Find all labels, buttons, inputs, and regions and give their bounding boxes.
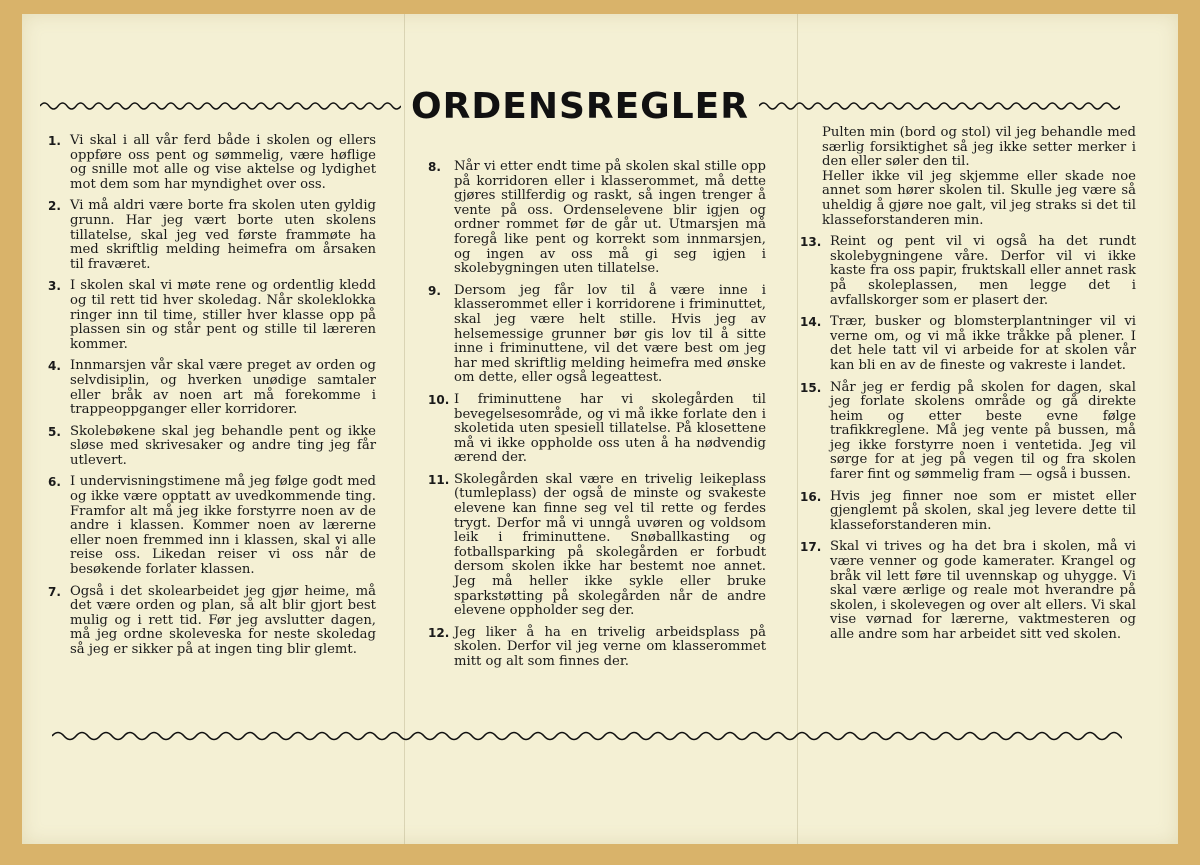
rule-text: Dersom jeg får lov til å være inne i klasserommet eller i korridorene i friminuttet, skal jeg være helt stille. Hvis jeg av helsemessige grunner bør gis lov til å sitte inne i friminuttene, vil det være best om jeg har med skriftlig melding heimefra med ønske om dette, eller også legeattest.	[454, 282, 766, 386]
rule-text: Også i det skolearbeidet jeg gjør heime, må det være orden og plan, så alt blir gjort best mulig og i rett tid. Før jeg avslutter dagen, må jeg ordne skoleveska for neste skoledag så jeg er sikker på at ingen ting blir glemt.	[70, 583, 376, 657]
rule-item	[48, 279, 376, 352]
rule-item	[48, 199, 376, 272]
wave-ornament-bottom	[52, 728, 1122, 744]
rule-text: Skal vi trives og ha det bra i skolen, må vi være venner og gode kamerater. Krangel og bråk vil lett føre til uvennskap og uhygge. Vi skal være ærlige og reale mot hverandre på skolen, i skolevegen og over alt ellers. Vi skal vise vørnad for lærerne, vaktmesteren og alle andre som har arbeidet sitt ved skolen.	[830, 539, 1136, 642]
rule-item	[800, 540, 1136, 642]
rule-text: Jeg liker å ha en trivelig arbeidsplass på skolen. Derfor vil jeg verne om klasserommet mitt og alt som finnes der.	[454, 624, 766, 669]
rule-item	[800, 235, 1136, 308]
rule-12-continuation: Heller ikke vil jeg skjemme eller skade noe annet som hører skolen til. Skulle jeg være så uheldig å gjøre noe galt, vil jeg straks si det til klasseforstanderen min.	[822, 168, 1136, 228]
rule-item	[428, 473, 766, 619]
rule-item	[428, 626, 766, 670]
rule-number: 7.	[48, 584, 61, 599]
rule-item	[428, 160, 766, 277]
rule-item	[800, 490, 1136, 534]
rule-number: 6.	[48, 475, 61, 490]
rule-item	[800, 381, 1136, 483]
rule-12-continuation: Pulten min (bord og stol) vil jeg behandle med særlig forsiktighet så jeg ikke setter merker i den eller søler den til.	[822, 125, 1136, 170]
page-title: ORDENSREGLER	[411, 85, 749, 127]
rule-item	[48, 585, 376, 658]
wave-ornament-right	[759, 99, 1120, 113]
rule-text: Vi skal i all vår ferd både i skolen og ellers oppføre oss pent og sømmelig, være høflige og snille mot alle og vise aktelse og lydighet mot dem som har myndighet over oss.	[70, 133, 376, 192]
rule-item	[48, 359, 376, 417]
rule-text: Skolegården skal være en trivelig leikeplass (tumleplass) der også de minste og svakeste elevene kan finne seg vel til rette og ferdes trygt. Derfor må vi unngå uvøren og voldsom leik i friminuttene. Snøballkasting og fotballsparking på skolegården er forbudt dersom skolen ikke har bestemt noe annet. Jeg må heller ikke sykle eller bruke sparkstøtting på skolegården når de andre elevene oppholder seg der.	[454, 471, 766, 619]
rule-text: Trær, busker og blomsterplantninger vil vi verne om, og vi må ikke tråkke på plener. I det hele tatt vil vi arbeide for at skolen vår kan bli en av de fineste og vakreste i landet.	[830, 314, 1136, 373]
rule-number: 16.	[800, 489, 822, 504]
rule-text: Skolebøkene skal jeg behandle pent og ikke sløse med skrivesaker og andre ting jeg får utlevert.	[70, 423, 376, 468]
rule-number: 5.	[48, 424, 61, 439]
rule-number: 2.	[48, 199, 61, 214]
rule-text: Vi må aldri være borte fra skolen uten gyldig grunn. Har jeg vært borte uten skolens tillatelse, skal jeg ved første frammøte ha med skriftlig melding heimefra om årsaken til fraværet.	[70, 198, 376, 272]
rule-item	[428, 393, 766, 466]
fold-line-right	[797, 14, 798, 844]
rule-number: 3.	[48, 279, 61, 294]
rules-column-3	[800, 126, 1136, 650]
rule-number: 9.	[428, 283, 441, 298]
fold-line-left	[404, 14, 405, 844]
rule-text: I skolen skal vi møte rene og ordentlig kledd og til rett tid hver skoledag. Når skoleklokka ringer inn til time, stiller hver klasse opp på plassen sin og står pent og stille til læreren kommer.	[70, 278, 376, 352]
rule-text: Når jeg er ferdig på skolen for dagen, skal jeg forlate skolens område og gå direkte heim og etter beste evne følge trafikkreglene. Må jeg vente på bussen, må jeg ikke forstyrre noen i ventetida. Jeg vil sørge for at jeg på vegen til og fra skolen farer fint og sømmelig fram — også i bussen.	[830, 379, 1136, 483]
rule-number: 17.	[800, 540, 822, 555]
rule-text: Innmarsjen vår skal være preget av orden og selvdisiplin, og hverken unødige samtaler eller bråk av noen art må forekomme i trappeoppganger eller korridorer.	[70, 358, 376, 418]
rules-column-1	[48, 134, 376, 665]
rule-item	[48, 134, 376, 192]
rule-number: 1.	[48, 134, 61, 148]
rule-number: 13.	[800, 235, 822, 250]
rules-column-2	[428, 160, 766, 677]
rule-number: 8.	[428, 160, 441, 174]
rule-item	[800, 315, 1136, 373]
rule-number: 12.	[428, 625, 450, 640]
rule-number: 10.	[428, 392, 450, 407]
wave-ornament-left	[40, 99, 401, 113]
rule-text: Når vi etter endt time på skolen skal stille opp på korridoren eller i klasserommet, må dette gjøres stillferdig og raskt, så ingen trenger å vente på oss. Ordenselevene blir igjen og ordner rommet før de går ut. Utmarsjen må foregå like pent og korrekt som innmarsjen, og ingen av oss må gi seg igjen i skolebygningen uten tillatelse.	[454, 159, 766, 277]
rule-item	[48, 425, 376, 469]
rule-text: Reint og pent vil vi også ha det rundt skolebygningene våre. Derfor vil vi ikke kaste fra oss papir, fruktskall eller annet rask på skoleplassen, men legge det i avfallskorger som er plasert der.	[830, 234, 1136, 308]
rule-item	[48, 475, 376, 577]
title-row	[40, 84, 1120, 128]
rule-number: 14.	[800, 315, 822, 330]
rule-text: Hvis jeg finner noe som er mistet eller gjenglemt på skolen, skal jeg levere dette til klasseforstanderen min.	[830, 488, 1136, 533]
rule-number: 4.	[48, 359, 61, 374]
rule-text: I undervisningstimene må jeg følge godt med og ikke være opptatt av uvedkommende ting. Framfor alt må jeg ikke forstyrre noen av de andre i klassen. Kommer noen av lærerne eller noen fremmed inn i klassen, skal vi alle reise oss. Likedan reiser vi oss når de besøkende forlater klassen.	[70, 474, 376, 578]
rule-number: 15.	[800, 380, 822, 395]
rule-text: I friminuttene har vi skolegården til bevegelsesområde, og vi må ikke forlate den i skoletida uten spesiell tillatelse. På klosettene må vi ikke oppholde oss uten å ha nødvendig ærend der.	[454, 391, 766, 466]
rule-number: 11.	[428, 472, 450, 487]
rule-item	[428, 284, 766, 386]
